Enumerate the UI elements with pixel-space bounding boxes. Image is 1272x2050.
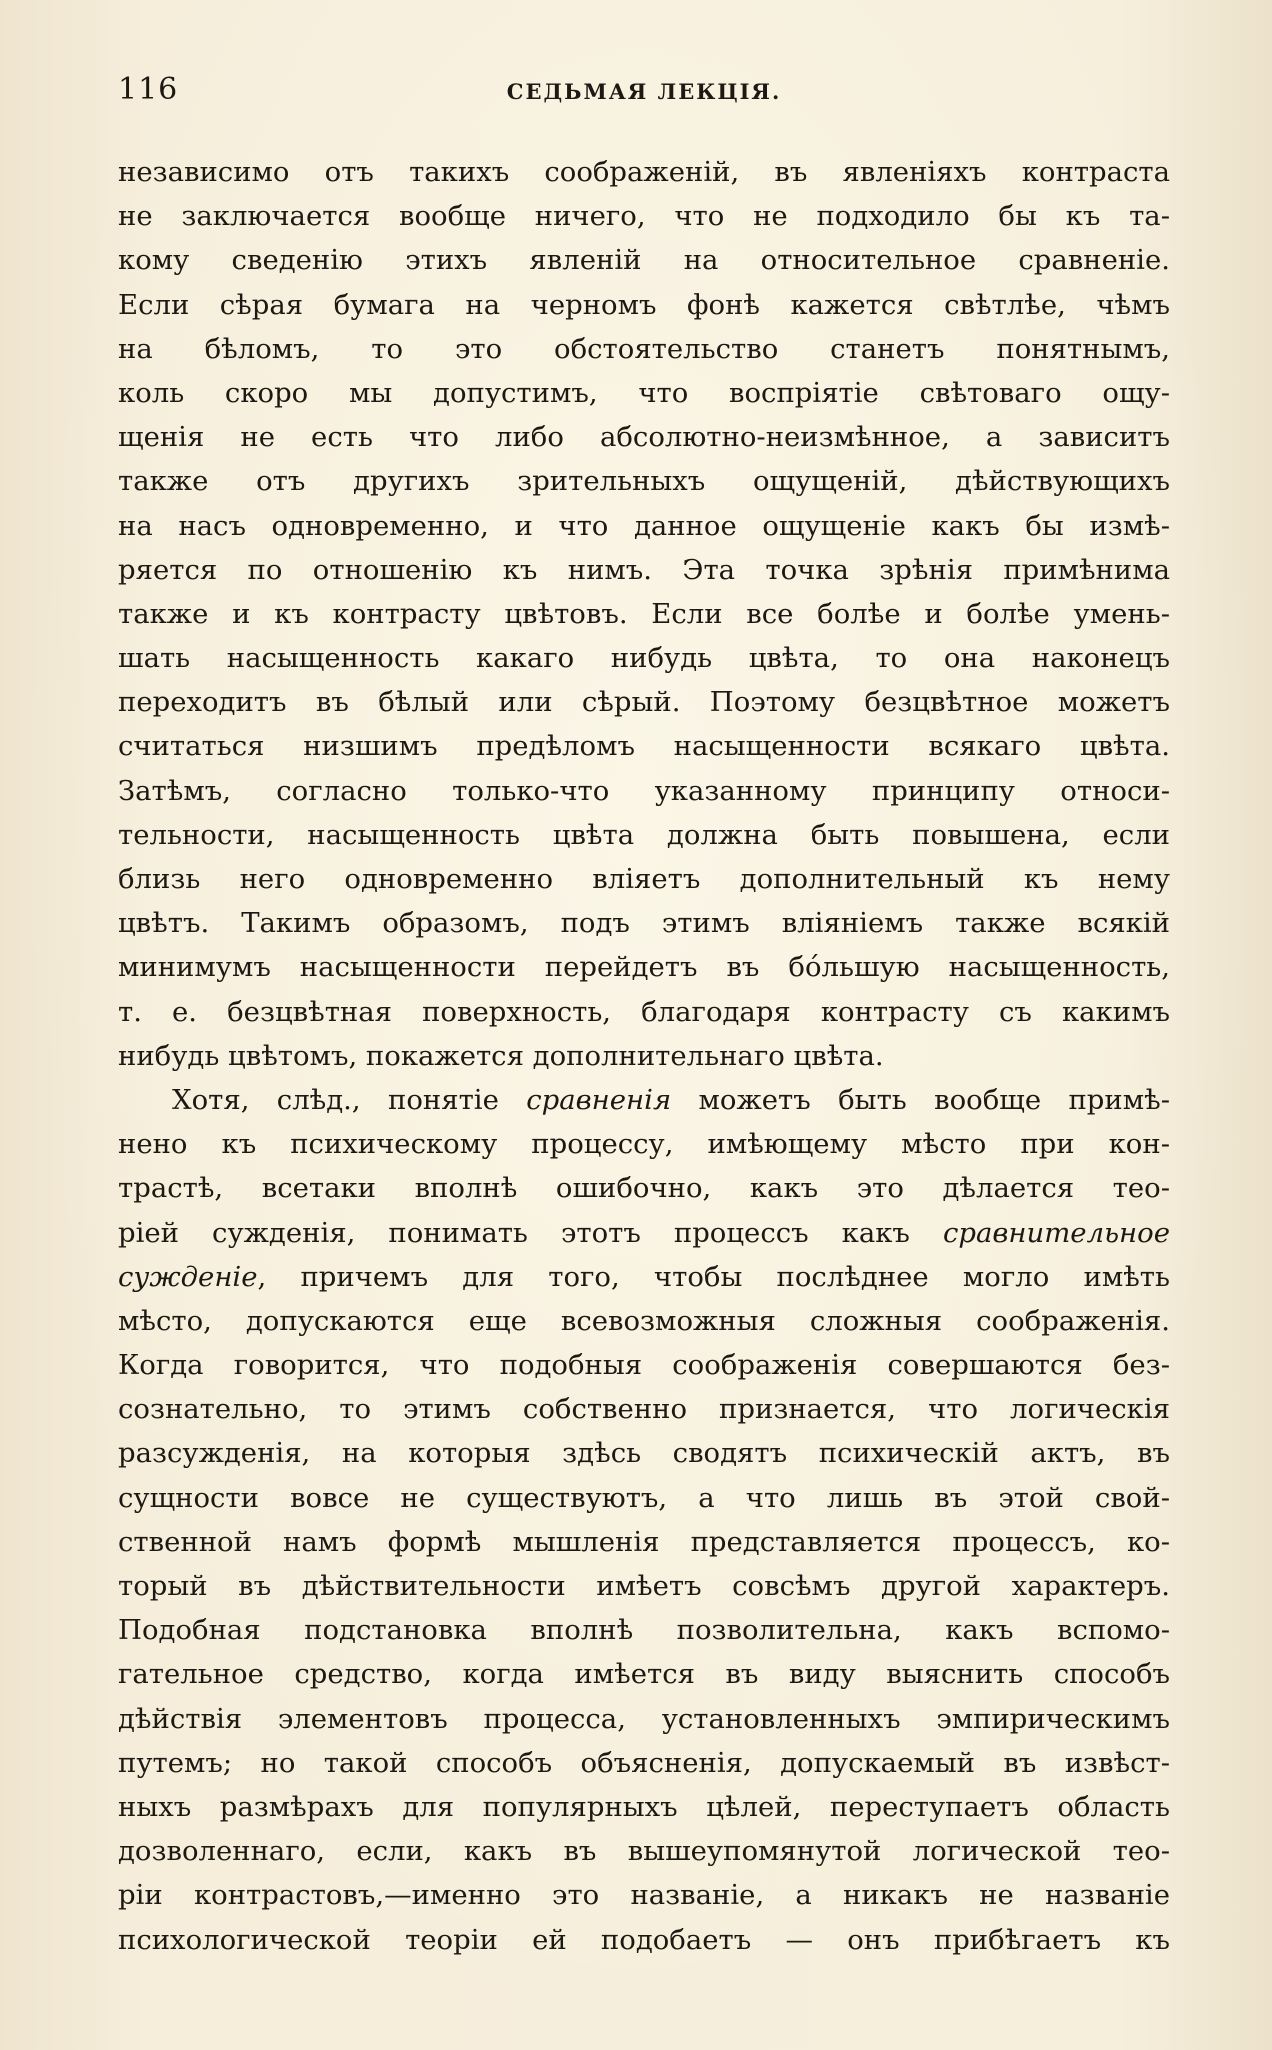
text-line: на бѣломъ, то это обстоятельство станетъ понятнымъ,	[118, 332, 1170, 365]
text-line: коль скоро мы допустимъ, что воспріятіе свѣтоваго ощу-	[118, 376, 1170, 409]
italic-term: сужденіе	[118, 1260, 258, 1293]
text-line: дозволеннаго, если, какъ въ вышеупомянутой логической тео-	[118, 1835, 1170, 1868]
text-line: ныхъ размѣрахъ для популярныхъ цѣлей, переступаетъ область	[118, 1790, 1170, 1823]
text-line: ственной намъ формѣ мышленія представляется процессъ, ко-	[118, 1525, 1170, 1558]
text-segment: можетъ быть вообще примѣ-	[671, 1083, 1170, 1116]
text-line	[118, 1211, 1170, 1255]
text-line: Подобная подстановка вполнѣ позволительна, какъ вспомо-	[118, 1614, 1170, 1647]
text-segment: , причемъ для того, чтобы послѣднее могло имѣть	[257, 1260, 1170, 1293]
text-line: ряется по отношенію къ нимъ. Эта точка зрѣнія примѣнима	[118, 553, 1170, 586]
text-line: нено къ психическому процессу, имѣющему мѣсто при кон-	[118, 1128, 1170, 1161]
text-line: Когда говорится, что подобныя соображенія совершаются без-	[118, 1349, 1170, 1382]
text-line: дѣйствія элементовъ процесса, установленныхъ эмпирическимъ	[118, 1702, 1170, 1735]
text-line: цвѣтъ. Такимъ образомъ, подъ этимъ вліяніемъ также всякій	[118, 907, 1170, 940]
text-line: ріи контрастовъ,—именно это названіе, а никакъ не названіе	[118, 1879, 1170, 1912]
text-line: Затѣмъ, согласно только-что указанному принципу относи-	[118, 774, 1170, 807]
text-line	[118, 1078, 1170, 1122]
text-line: трастѣ, всетаки вполнѣ ошибочно, какъ это дѣлается тео-	[118, 1172, 1170, 1205]
text-line: сущности вовсе не существуютъ, а что лишь въ этой свой-	[118, 1481, 1170, 1514]
text-line: сознательно, то этимъ собственно признается, что логическія	[118, 1393, 1170, 1426]
text-line: нибудь цвѣтомъ, покажется дополнительнаго цвѣта.	[118, 1039, 884, 1072]
text-line: разсужденія, на которыя здѣсь сводятъ психическій актъ, въ	[118, 1437, 1170, 1470]
text-line: тельности, насыщенность цвѣта должна быть повышена, если	[118, 818, 1170, 851]
page-number: 116	[118, 72, 179, 107]
text-line: т. е. безцвѣтная поверхность, благодаря контрасту съ какимъ	[118, 995, 1170, 1028]
running-title: СЕДЬМАЯ ЛЕКЦІЯ.	[506, 79, 782, 104]
text-line: независимо отъ такихъ соображеній, въ явленіяхъ контраста	[118, 156, 1170, 188]
text-segment: Хотя, слѣд., понятіе	[172, 1083, 527, 1116]
text-line: гательное средство, когда имѣется въ виду выяснить способъ	[118, 1658, 1170, 1691]
text-line: путемъ; но такой способъ объясненія, допускаемый въ извѣст-	[118, 1746, 1170, 1779]
text-line	[118, 1255, 1170, 1299]
text-line: на насъ одновременно, и что данное ощущеніе какъ бы измѣ-	[118, 509, 1170, 542]
text-line: считаться низшимъ предѣломъ насыщенности всякаго цвѣта.	[118, 730, 1170, 763]
italic-term: сравненія	[526, 1083, 672, 1116]
text-line: Если сѣрая бумага на черномъ фонѣ кажется свѣтлѣе, чѣмъ	[118, 288, 1170, 321]
text-line: также отъ другихъ зрительныхъ ощущеній, дѣйствующихъ	[118, 465, 1170, 498]
text-line: мѣсто, допускаются еще всевозможныя сложныя соображенія.	[118, 1304, 1170, 1337]
text-line: психологической теоріи ей подобаетъ — онъ прибѣгаетъ къ	[118, 1923, 1170, 1956]
text-line: переходитъ въ бѣлый или сѣрый. Поэтому безцвѣтное можетъ	[118, 686, 1170, 719]
text-line: не заключается вообще ничего, что не подходило бы къ та-	[118, 200, 1170, 233]
text-line: также и къ контрасту цвѣтовъ. Если все болѣе и болѣе умень-	[118, 597, 1170, 630]
italic-term: сравнительное	[942, 1216, 1170, 1249]
text-line: минимумъ насыщенности перейдетъ въ бо́льшую насыщенность,	[118, 951, 1170, 984]
text-line: торый въ дѣйствительности имѣетъ совсѣмъ другой характеръ.	[118, 1570, 1170, 1602]
text-segment: ріей сужденія, понимать этотъ процессъ какъ	[118, 1216, 943, 1249]
body-text	[118, 150, 1170, 1962]
text-line: шать насыщенность какаго нибудь цвѣта, то она наконецъ	[118, 642, 1170, 675]
text-line: щенія не есть что либо абсолютно-неизмѣнное, а зависитъ	[118, 421, 1170, 454]
text-line: кому сведенію этихъ явленій на относительное сравненіе.	[118, 244, 1170, 277]
page-header	[118, 68, 1170, 112]
text-line: близь него одновременно вліяетъ дополнительный къ нему	[118, 863, 1170, 895]
